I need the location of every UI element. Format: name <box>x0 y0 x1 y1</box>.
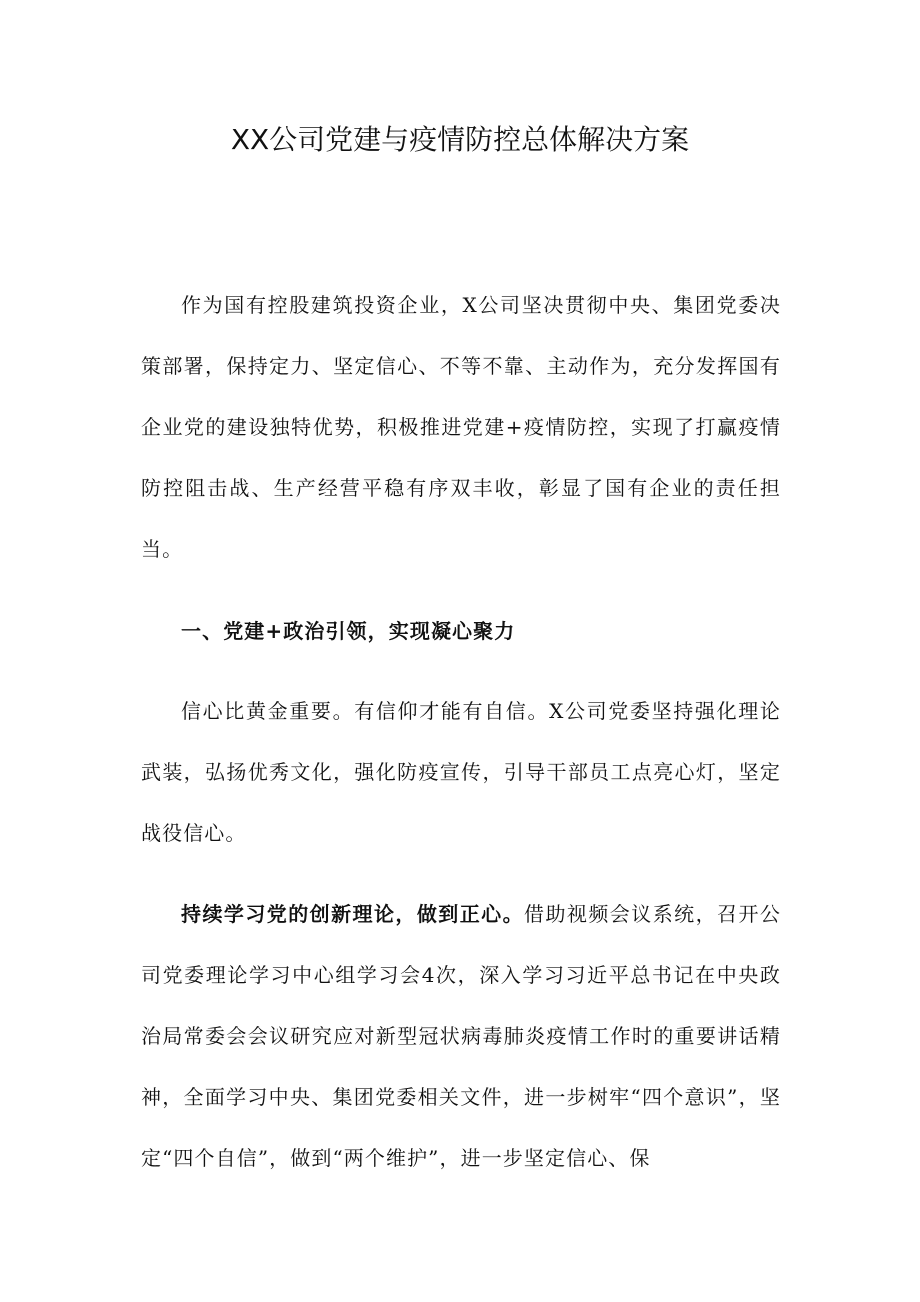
section-heading: 一、党建+政治引领，实现凝心聚力 <box>181 619 516 643</box>
document-title: XX公司党建与疫情防控总体解决方案 <box>230 123 690 156</box>
intro-paragraph: 作为国有控股建筑投资企业，X公司坚决贯彻中央、集团党委决策部署，保持定力、坚定信心、不等不靠、主动作为，充分发挥国有企业党的建设独特优势，积极推进党建+疫情防控，实现了打赢疫情防控阻击战、生产经营平稳有序双丰收，彰显了国有企业的责任担当。 <box>141 293 781 561</box>
paragraph-body: 借助视频会议系统，召开公司党委理论学习中心组学习会4次，深入学习习近平总书记在中央政治局常委会会议研究应对新型冠状病毒肺炎疫情工作时的重要讲话精神，全面学习中央、集团党委相关文件，进一步树牢“四个意识”，坚定“四个自信”，做到“两个维护”，进一步坚定信心、保 <box>141 902 781 1170</box>
study-paragraph <box>141 884 781 1189</box>
section-paragraph: 信心比黄金重要。有信仰才能有自信。X公司党委坚持强化理论武装，弘扬优秀文化，强化防疫宣传，引导干部员工点亮心灯，坚定战役信心。 <box>141 699 781 845</box>
paragraph-lead: 持续学习党的创新理论，做到正心。 <box>181 902 525 926</box>
